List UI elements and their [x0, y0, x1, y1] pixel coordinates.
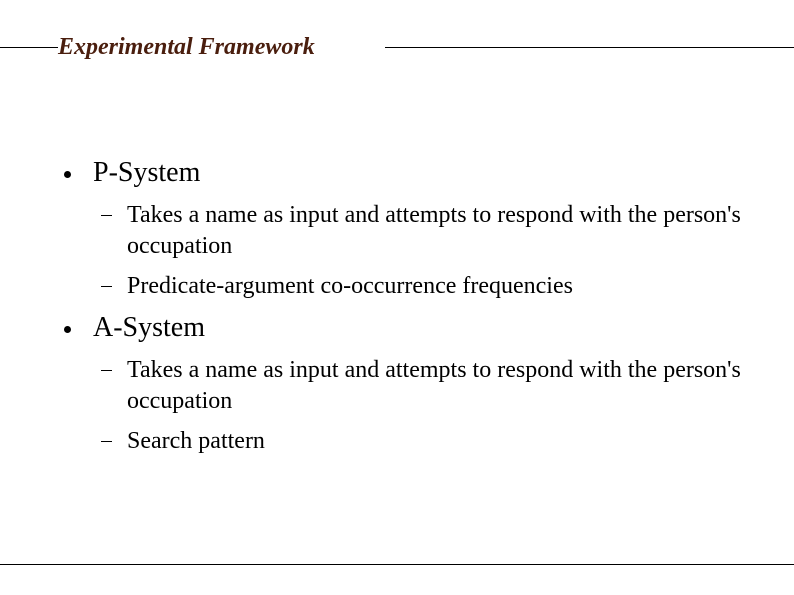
dash-icon	[101, 441, 112, 442]
sub-item-text: Search pattern	[127, 428, 265, 454]
dash-icon	[101, 215, 112, 216]
bottom-rule	[0, 564, 794, 565]
sub-item-text: Takes a name as input and attempts to respond with the person's occupation	[127, 202, 741, 259]
bullet-dot-icon	[64, 171, 71, 178]
bullet-label: P-System	[93, 157, 201, 188]
bullet-dot-icon	[64, 326, 71, 333]
sub-item-text: Takes a name as input and attempts to respond with the person's occupation	[127, 357, 741, 414]
bullet-label: A-System	[93, 312, 205, 343]
sub-item-text: Predicate-argument co-occurrence frequencies	[127, 273, 573, 299]
dash-icon	[101, 286, 112, 287]
dash-icon	[101, 370, 112, 371]
slide-title: Experimental Framework	[58, 34, 315, 60]
